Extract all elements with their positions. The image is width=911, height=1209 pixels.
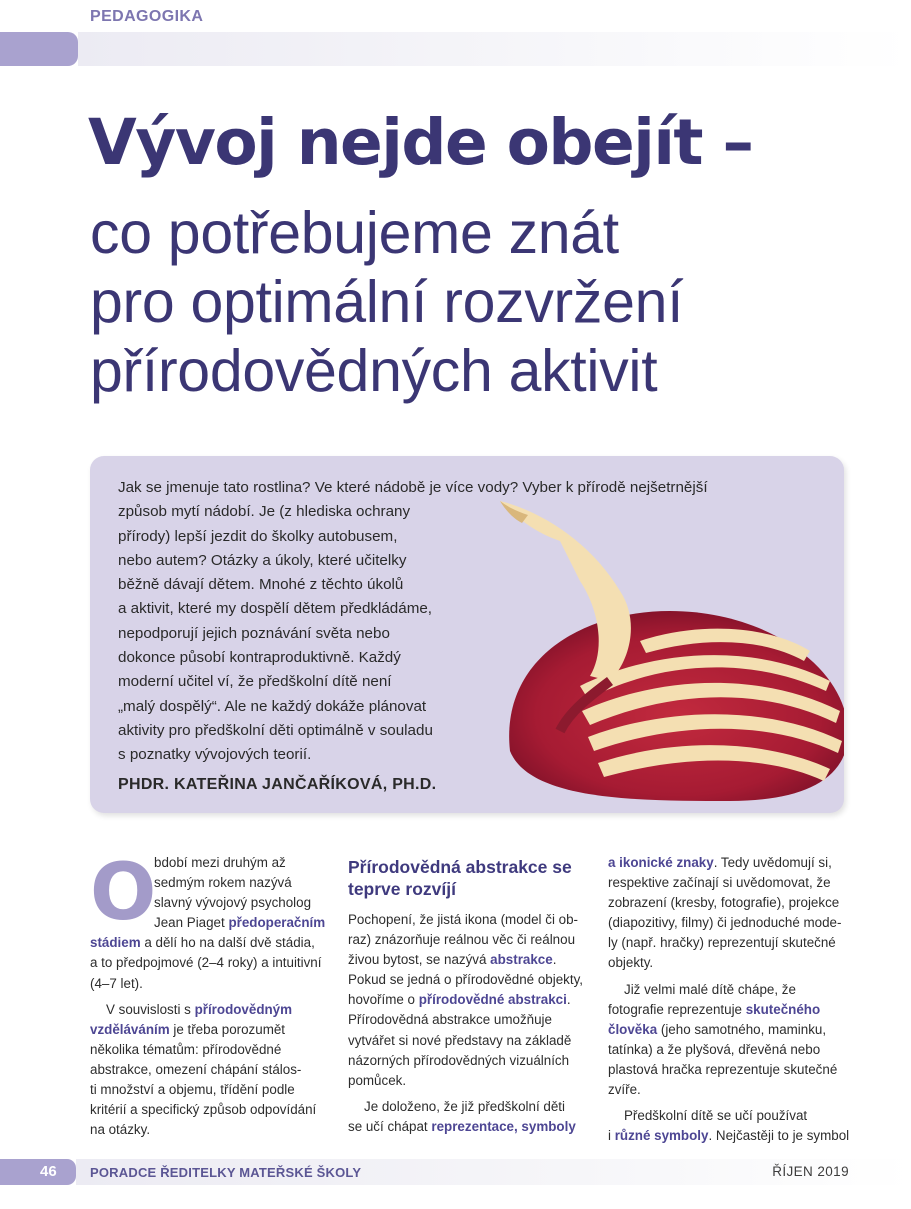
intro-line: nebo autem? Otázky a úkoly, které učitelky xyxy=(118,551,407,569)
author-name: PHDR. KATEŘINA JANČAŘÍKOVÁ, PH.D. xyxy=(118,776,437,793)
text-line xyxy=(348,950,593,970)
text-line: (diapozitivy, filmy) či jednoduché mode- xyxy=(608,915,842,931)
text-line: abstrakce, omezení chápání stálos- xyxy=(90,1061,302,1077)
text-line: Předškolní dítě se učí používat xyxy=(624,1108,808,1124)
text-line: Přírodovědná abstrakce umožňuje xyxy=(348,1012,552,1028)
text-run: fotografie reprezentuje xyxy=(608,1001,746,1017)
text-line: raz) znázorňuje reálnou věc či reálnou xyxy=(348,932,576,948)
text-run: Jean Piaget xyxy=(154,915,229,931)
text-line: (4–7 let). xyxy=(90,975,143,991)
text-run: živou bytost, se nazývá xyxy=(348,952,491,968)
article-subtitle xyxy=(90,199,890,406)
text-run: se učí chápat xyxy=(348,1118,432,1134)
key-term: vzděláváním xyxy=(90,1021,170,1037)
text-line: vytvářet si nové představy na základě xyxy=(348,1032,572,1048)
text-line: několika tématům: přírodovědné xyxy=(90,1041,282,1057)
text-line: a to předpojmové (2–4 roky) a intuitivní xyxy=(90,955,322,971)
key-term: člověka xyxy=(608,1021,658,1037)
text-line xyxy=(348,1117,593,1137)
text-line: Již velmi malé dítě chápe, že xyxy=(624,981,796,997)
subtitle-line: pro optimální rozvržení xyxy=(90,269,684,335)
heading-line: Přírodovědná abstrakce se xyxy=(348,857,572,877)
text-line xyxy=(90,1000,335,1020)
text-run: i xyxy=(608,1128,615,1144)
text-line: sedmým rokem nazývá xyxy=(154,875,292,891)
section-label: PEDAGOGIKA xyxy=(90,8,204,25)
intro-line: s poznatky vývojových teorií. xyxy=(118,746,312,764)
key-term: a ikonické znaky xyxy=(608,855,714,870)
text-line: Pokud se jedná o přírodovědné objekty, xyxy=(348,972,583,988)
intro-line: a aktivit, které my dospělí dětem předkládáme, xyxy=(118,600,433,618)
text-line xyxy=(90,1020,335,1040)
section-heading xyxy=(348,856,572,900)
text-line: názorných přírodovědných vizuálních xyxy=(348,1052,570,1068)
intro-line: nepodporují jejich poznávání světa nebo xyxy=(118,624,390,642)
text-run: (jeho samotného, maminku, xyxy=(657,1021,827,1037)
intro-line: dokonce působí kontraproduktivně. Každý xyxy=(118,649,401,667)
text-line: plastová hračka reprezentuje skutečné xyxy=(608,1061,838,1077)
article-title: Vývoj nejde obejít – xyxy=(88,106,753,179)
magazine-title: PORADCE ŘEDITELKY MATEŘSKÉ ŠKOLY xyxy=(90,1165,362,1180)
text-line xyxy=(90,913,335,933)
key-term: přírodovědným xyxy=(194,1001,293,1017)
key-term: předoperačním xyxy=(228,915,326,931)
key-term: stádiem xyxy=(90,935,141,951)
text-line: objekty. xyxy=(608,955,654,971)
text-line: respektive začínají si uvědomovat, že xyxy=(608,875,831,891)
text-line xyxy=(608,1126,853,1146)
text-line: slavný vývojový psycholog xyxy=(154,895,312,911)
text-line: zvíře. xyxy=(608,1082,641,1098)
text-line xyxy=(608,853,853,873)
intro-box xyxy=(90,456,844,813)
text-run: . Nejčastěji to je symbol xyxy=(708,1128,850,1144)
subtitle-line: co potřebujeme znát xyxy=(90,200,619,266)
intro-line: moderní učitel ví, že předškolní dítě není xyxy=(118,673,392,691)
footer-accent-tab xyxy=(0,1159,76,1185)
text-run: . xyxy=(566,992,571,1008)
intro-line: aktivity pro předškolní děti optimálně v souladu xyxy=(118,721,433,739)
intro-line: „malý dospělý“. Ale ne každý dokáže plánovat xyxy=(118,697,427,715)
intro-line: přírody) lepší jezdit do školky autobusem, xyxy=(118,527,398,545)
header-accent-tab xyxy=(0,32,78,66)
text-line: Je doloženo, že již předškolní děti xyxy=(364,1098,565,1114)
text-line: bdobí mezi druhým až xyxy=(154,855,286,870)
intro-line: běžně dávají dětem. Mnohé z těchto úkolů xyxy=(118,576,404,594)
text-line: na otázky. xyxy=(90,1122,151,1138)
text-line: Pochopení, že jistá ikona (model či ob- xyxy=(348,912,578,927)
text-run: . xyxy=(552,952,557,968)
text-line: kritérií a specifický způsob odpovídání xyxy=(90,1102,317,1118)
text-line: zobrazení (kresby, fotografie), projekce xyxy=(608,895,840,911)
text-line: tatínka) a že plyšová, dřevěná nebo xyxy=(608,1041,821,1057)
article-column-3 xyxy=(608,853,853,1146)
text-run: a dělí ho na další dvě stádia, xyxy=(140,935,315,951)
key-term: reprezentace, symboly xyxy=(431,1118,576,1134)
text-run: V souvislosti s xyxy=(106,1001,195,1017)
intro-line: způsob mytí nádobí. Je (z hlediska ochrany xyxy=(118,503,411,521)
text-line: ti množství a objemu, třídění podle xyxy=(90,1082,295,1098)
issue-date: ŘÍJEN 2019 xyxy=(772,1164,849,1179)
article-column-2 xyxy=(348,910,593,1137)
heading-line: teprve rozvíjí xyxy=(348,879,456,899)
page-number: 46 xyxy=(40,1163,57,1180)
text-run: hovoříme o xyxy=(348,992,419,1008)
drop-cap: O xyxy=(90,848,157,938)
header-band xyxy=(78,32,911,66)
key-term: abstrakce xyxy=(490,952,553,968)
text-run: . Tedy uvědomují si, xyxy=(713,855,832,870)
header-bar xyxy=(0,32,911,66)
text-line xyxy=(348,990,593,1010)
text-run: je třeba porozumět xyxy=(169,1021,286,1037)
intro-line: Jak se jmenuje tato rostlina? Ve které nádobě je více vody? Vyber k přírodě nejšetrnější xyxy=(118,479,708,496)
key-term: různé symboly xyxy=(614,1128,709,1144)
text-line: ly (např. hračky) reprezentují skutečné xyxy=(608,935,836,951)
text-line xyxy=(608,1000,853,1020)
text-line xyxy=(90,933,335,953)
text-line xyxy=(608,1020,853,1040)
key-term: skutečného xyxy=(745,1001,821,1017)
key-term: přírodovědné abstrakci xyxy=(418,992,567,1008)
text-line: pomůcek. xyxy=(348,1072,407,1088)
article-column-1 xyxy=(90,848,335,1140)
subtitle-line: přírodovědných aktivit xyxy=(90,338,658,404)
intro-text xyxy=(118,476,708,768)
